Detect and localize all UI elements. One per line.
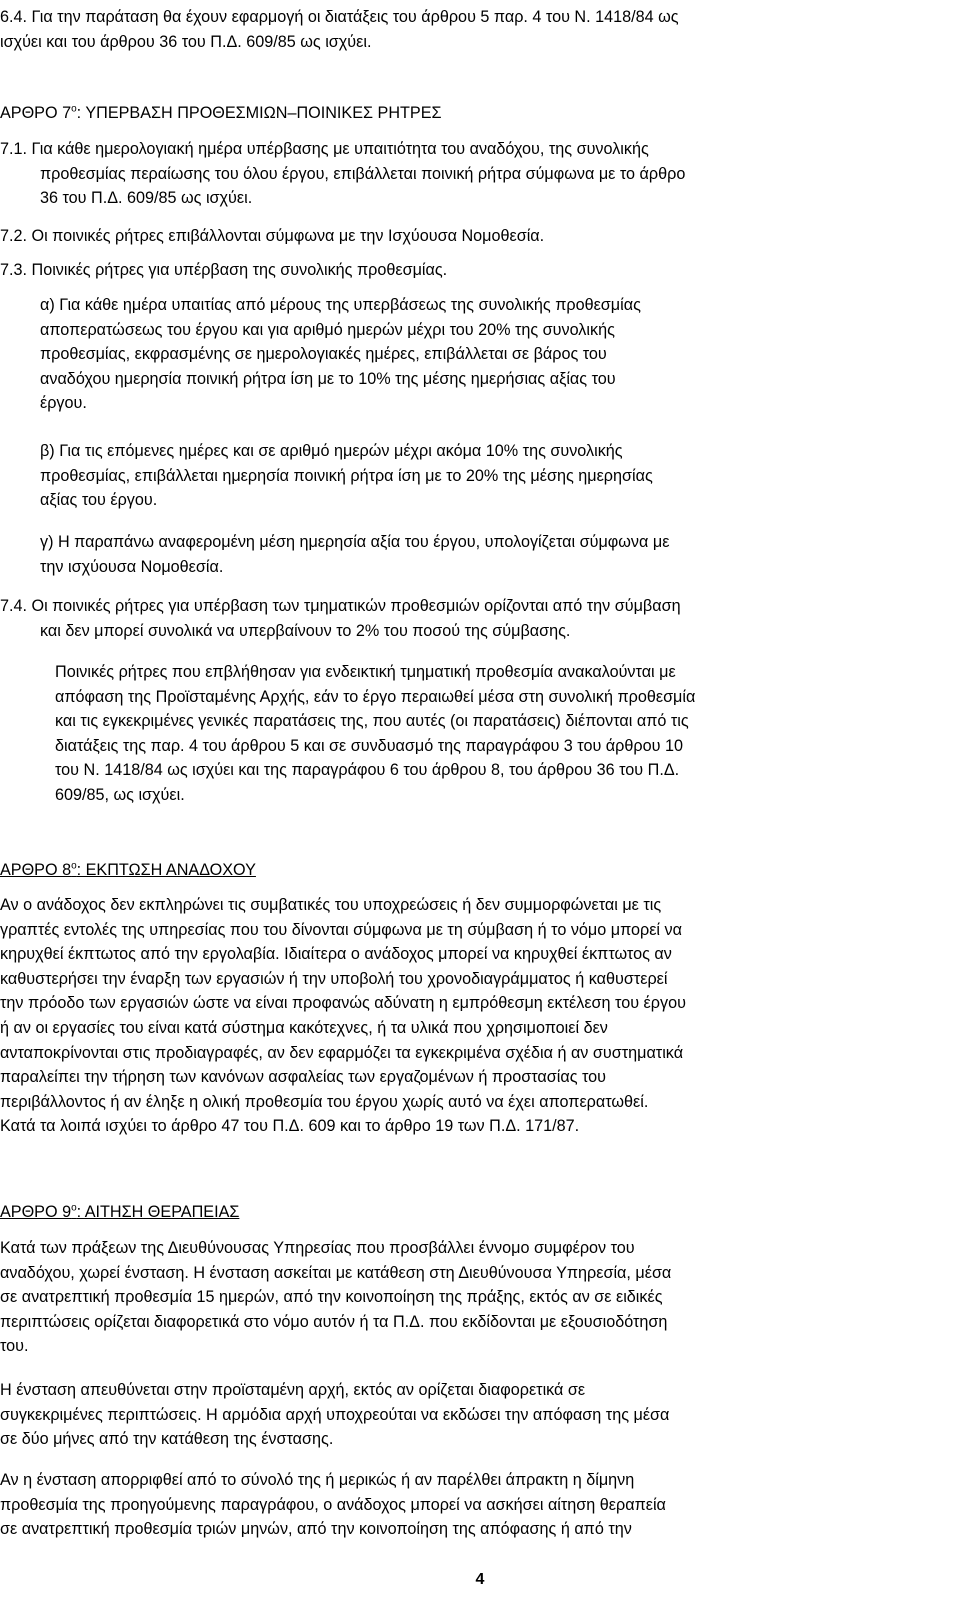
text-line: προθεσμία της προηγούμενης παραγράφου, ο ανάδοχος μπορεί να ασκήσει αίτηση θεραπεία [0, 1495, 666, 1514]
heading-text: ΑΡΘΡΟ 8 [0, 861, 72, 879]
paragraph-7-1 [0, 137, 938, 211]
text-line: Ποινικές ρήτρες που επβλήθησαν για ενδεικτική τμηματική προθεσμία ανακαλούνται με [55, 663, 676, 681]
text-line: αποπερατώσεως του έργου και για αριθμό ημερών μέχρι του 20% της συνολικής [40, 320, 615, 339]
text-line: Η ένσταση απευθύνεται στην προϊσταμένη αρχή, εκτός αν ορίζεται διαφορετικά σε [0, 1381, 586, 1399]
text-line: 7.2. Οι ποινικές ρήτρες επιβάλλονται σύμφωνα με την Ισχύουσα Νομοθεσία. [0, 227, 545, 245]
text-line: συγκεκριμένες περιπτώσεις. Η αρμόδια αρχή υποχρεούται να εκδώσει την απόφαση της μέσα [0, 1405, 670, 1424]
text-line: του. [0, 1337, 29, 1356]
text-line: 7.4. Οι ποινικές ρήτρες για υπέρβαση των τμηματικών προθεσμιών ορίζονται από την σύμβαση [0, 597, 681, 615]
heading-text: : ΕΚΠΤΩΣΗ ΑΝΑΔΟΧΟΥ [76, 861, 256, 879]
article-9-paragraph-3 [0, 1468, 942, 1542]
text-line: καθυστερήσει την έναρξη των εργασιών ή την υποβολή του χρονοδιαγράμματος ή καθυστερεί [0, 969, 668, 988]
heading-text: : ΥΠΕΡΒΑΣΗ ΠΡΟΘΕΣΜΙΩΝ–ΠΟΙΝΙΚΕΣ ΡΗΤΡΕΣ [76, 104, 442, 122]
article-9-paragraph-1 [0, 1236, 942, 1359]
article-8-body [0, 893, 942, 1139]
text-line: του Ν. 1418/84 ως ισχύει και της παραγράφου 6 του άρθρου 8, του άρθρου 36 του Π.Δ. [55, 761, 680, 780]
text-line: προθεσμίας περαίωσης του όλου έργου, επιβάλλεται ποινική ρήτρα σύμφωνα με το άρθρο [40, 164, 686, 183]
paragraph-7-2 [0, 224, 544, 249]
text-line: ή αν οι εργασίες του είναι κατά σύστημα κακότεχνες, ή τα υλικά που χρησιμοποιεί δεν [0, 1018, 608, 1037]
text-line: 7.3. Ποινικές ρήτρες για υπέρβαση της συνολικής προθεσμίας. [0, 261, 448, 279]
text-line: ανταποκρίνονται στις προδιαγραφές, αν δεν εφαρμόζει τα εγκεκριμένα σχέδια ή αν συστηματικά [0, 1043, 684, 1062]
text-line: σε ανατρεπτική προθεσμία 15 ημερών, από την κοινοποίηση της πράξης, εκτός αν σε ειδικές [0, 1288, 663, 1307]
heading-text: : ΑΙΤΗΣΗ ΘΕΡΑΠΕΙΑΣ [76, 1203, 240, 1221]
text-line: έργου. [40, 394, 87, 413]
text-line: 7.1. Για κάθε ημερολογιακή ημέρα υπέρβασης με υπαιτιότητα του αναδόχου, της συνολικής [0, 140, 649, 158]
text-line: παραλείπει την τήρηση των κανόνων ασφαλείας των εργαζομένων ή προστασίας του [0, 1068, 607, 1087]
text-line: αναδόχου, χωρεί ένσταση. Η ένσταση ασκείται με κατάθεση στη Διευθύνουσα Υπηρεσία, μέσα [0, 1263, 672, 1282]
heading-superscript: ο [71, 860, 77, 872]
text-line: γ) Η παραπάνω αναφερομένη μέση ημερησία αξία του έργου, υπολογίζεται σύμφωνα με [40, 533, 670, 551]
text-line: περιπτώσεις ορίζεται διαφορετικά στο νόμο αυτόν ή τα Π.Δ. που εκδίδονται με εξουσιοδότηση [0, 1312, 668, 1331]
heading-text: ΑΡΘΡΟ 9 [0, 1203, 72, 1221]
text-line: σε ανατρεπτική προθεσμία τριών μηνών, από την κοινοποίηση της απόφασης ή από την [0, 1520, 632, 1539]
text-line: και τις εγκεκριμένες γενικές παρατάσεις της, που αυτές (οι παρατάσεις) διέπονται από τις [55, 712, 689, 731]
text-line: αξίας του έργου. [40, 491, 158, 510]
heading-superscript: ο [71, 1202, 77, 1214]
text-line: προθεσμίας, εκφρασμένης σε ημερολογιακές ημέρες, επιβάλλεται σε βάρος του [40, 345, 607, 364]
text-line: 36 του Π.Δ. 609/85 ως ισχύει. [40, 189, 253, 208]
paragraph-7-4 [0, 594, 942, 643]
text-line: την πρόοδο των εργασιών ώστε να είναι προφανώς αδύνατη η εμπρόθεσμη εκτέλεση του έργου [0, 994, 686, 1013]
paragraph-7-3 [0, 258, 447, 283]
paragraph-7-4-continued [55, 660, 938, 808]
heading-text: ΑΡΘΡΟ 7 [0, 104, 72, 122]
text-line: κηρυχθεί έκπτωτος από την εργολαβία. Ιδιαίτερα ο ανάδοχος μπορεί να κηρυχθεί έκπτωτος αν [0, 945, 672, 964]
paragraph-7-3-beta [40, 439, 938, 513]
text-line: Κατά των πράξεων της Διευθύνουσας Υπηρεσίας που προσβάλλει έννομο συμφέρον του [0, 1239, 635, 1257]
article-9-heading [0, 1200, 239, 1225]
text-line: β) Για τις επόμενες ημέρες και σε αριθμό ημερών μέχρι ακόμα 10% της συνολικής [40, 442, 623, 460]
article-7-heading [0, 101, 442, 126]
text-line: 609/85, ως ισχύει. [55, 785, 185, 804]
text-line: την ισχύουσα Νομοθεσία. [40, 557, 224, 576]
text-line: Αν η ένσταση απορριφθεί από το σύνολό της ή μερικώς ή αν παρέλθει άπρακτη η δίμηνη [0, 1471, 635, 1489]
text-line: Αν ο ανάδοχος δεν εκπληρώνει τις συμβατικές του υποχρεώσεις ή δεν συμμορφώνεται με τις [0, 896, 662, 914]
text-line: σε δύο μήνες από την κατάθεση της ένστασης. [0, 1430, 334, 1449]
heading-superscript: ο [71, 103, 77, 115]
text-line: προθεσμίας, επιβάλλεται ημερησία ποινική ρήτρα ίση με το 20% της μέσης ημερησίας [40, 466, 653, 485]
paragraph-7-3-alpha [40, 293, 938, 416]
text-line: Κατά τα λοιπά ισχύει το άρθρο 47 του Π.Δ. 609 και το άρθρο 19 των Π.Δ. 171/87. [0, 1117, 580, 1136]
text-line: και δεν μπορεί συνολικά να υπερβαίνουν το 2% του ποσού της σύμβασης. [40, 621, 571, 640]
article-8-heading [0, 858, 256, 883]
text-line: αναδόχου ημερησία ποινική ρήτρα ίση με το 10% της μέσης ημερήσιας αξίας του [40, 369, 616, 388]
text-line: ισχύει και του άρθρου 36 του Π.Δ. 609/85 ως ισχύει. [0, 32, 372, 51]
page-number: 4 [475, 1571, 485, 1588]
paragraph-7-3-gamma [40, 530, 938, 579]
text-line: α) Για κάθε ημέρα υπαιτίας από μέρους της υπερβάσεως της συνολικής προθεσμίας [40, 296, 641, 314]
text-line: διατάξεις της παρ. 4 του άρθρου 5 και σε συνδυασμό της παραγράφου 3 του άρθρου 10 [55, 736, 683, 755]
text-line: απόφαση της Προϊσταμένης Αρχής, εάν το έργο περαιωθεί μέσα στη συνολική προθεσμία [55, 687, 696, 706]
text-line: περιβάλλοντος ή αν έληξε η ολική προθεσμία του έργου χωρίς αυτό να έχει αποπερατωθεί. [0, 1092, 649, 1111]
text-line: 6.4. Για την παράταση θα έχουν εφαρμογή οι διατάξεις του άρθρου 5 παρ. 4 του Ν. 1418/84 ως [0, 8, 679, 26]
article-9-paragraph-2 [0, 1378, 942, 1452]
text-line: γραπτές εντολές της υπηρεσίας που του δίνονται σύμφωνα με τη σύμβαση ή το νόμο μπορεί να [0, 920, 682, 939]
paragraph-6-4 [0, 5, 932, 54]
